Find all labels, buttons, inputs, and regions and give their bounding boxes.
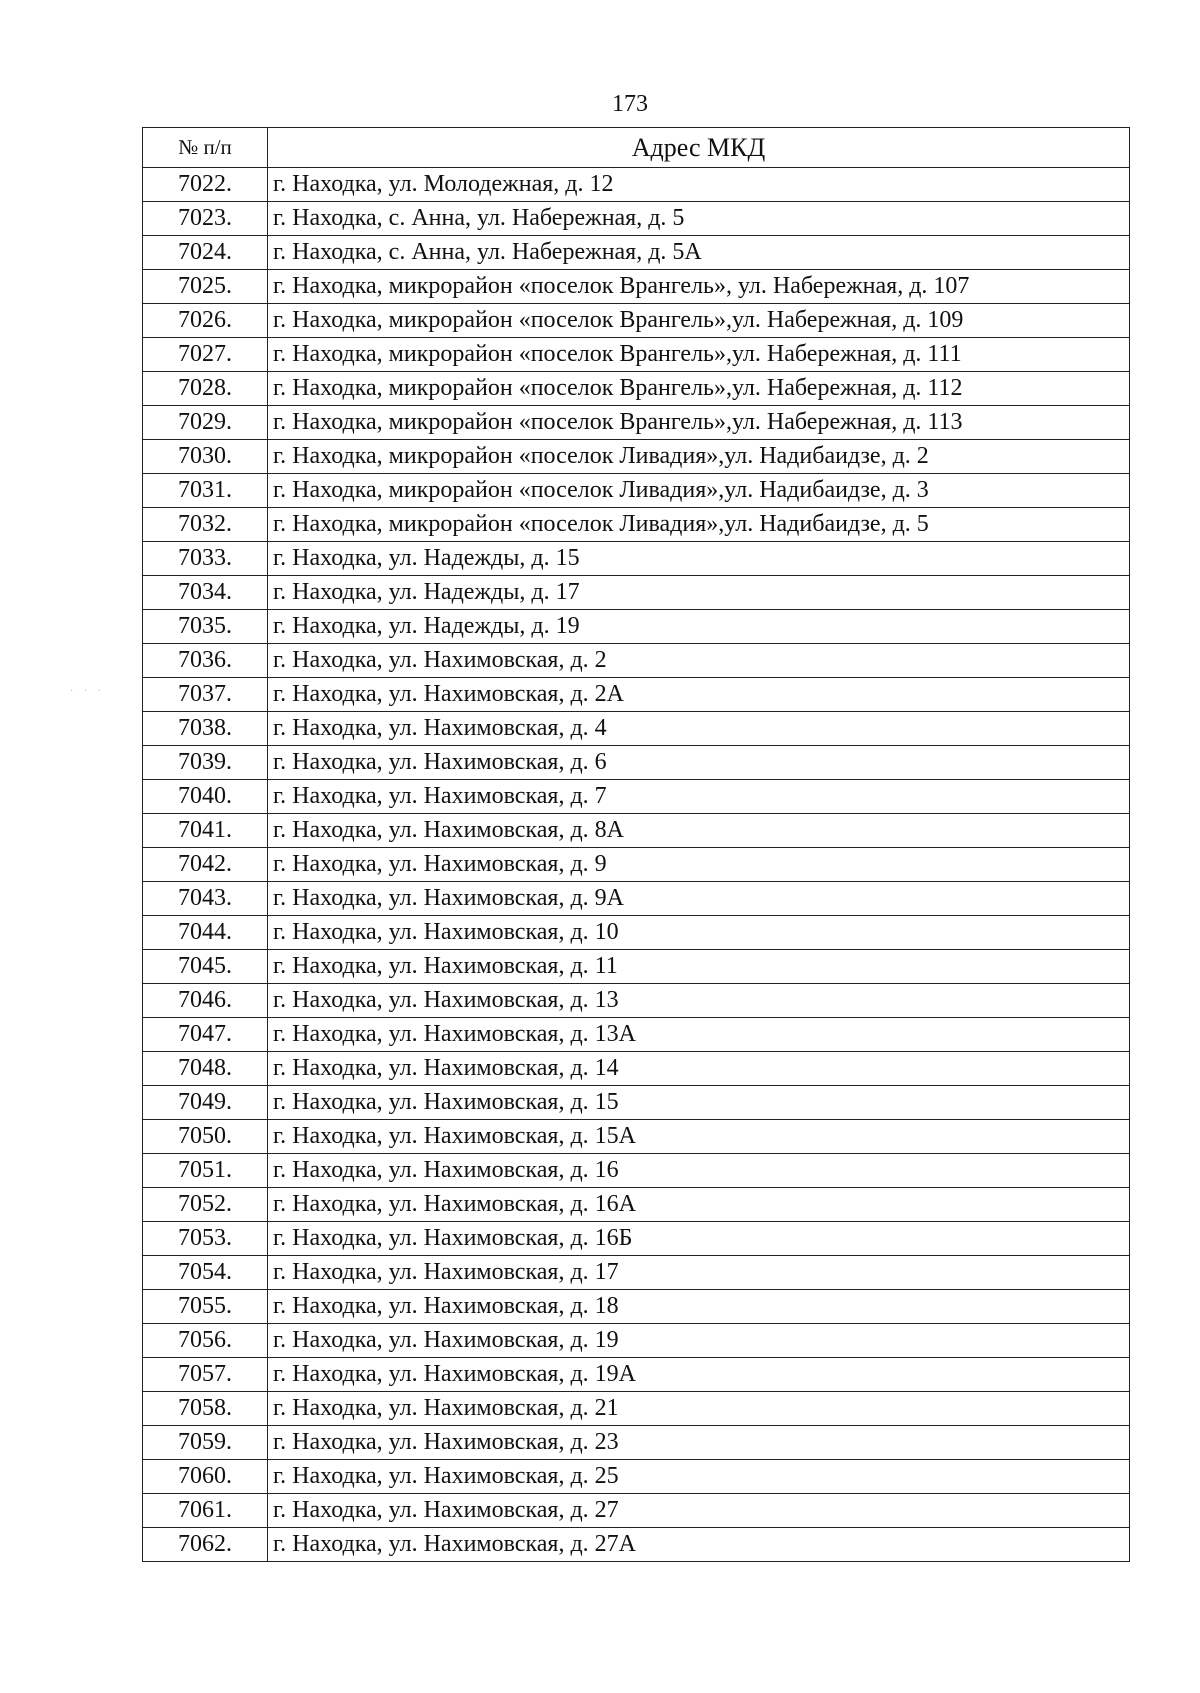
row-number: 7031. (143, 474, 268, 508)
row-number: 7060. (143, 1460, 268, 1494)
row-number: 7057. (143, 1358, 268, 1392)
table-row (143, 1018, 1130, 1052)
table-body (143, 168, 1130, 1562)
row-number: 7030. (143, 440, 268, 474)
row-address: г. Находка, ул. Нахимовская, д. 19 (268, 1324, 1130, 1358)
row-number: 7045. (143, 950, 268, 984)
row-number: 7051. (143, 1154, 268, 1188)
header-number: № п/п (143, 128, 268, 168)
row-number: 7054. (143, 1256, 268, 1290)
row-number: 7029. (143, 406, 268, 440)
row-number: 7041. (143, 814, 268, 848)
table-row (143, 372, 1130, 406)
row-address: г. Находка, ул. Нахимовская, д. 13 (268, 984, 1130, 1018)
row-address: г. Находка, ул. Нахимовская, д. 16 (268, 1154, 1130, 1188)
row-number: 7058. (143, 1392, 268, 1426)
table-row (143, 270, 1130, 304)
row-number: 7035. (143, 610, 268, 644)
header-address: Адрес МКД (268, 128, 1130, 168)
table-row (143, 1052, 1130, 1086)
row-address: г. Находка, ул. Нахимовская, д. 27А (268, 1528, 1130, 1562)
row-number: 7032. (143, 508, 268, 542)
table-row (143, 916, 1130, 950)
table-row (143, 508, 1130, 542)
row-address: г. Находка, ул. Нахимовская, д. 13А (268, 1018, 1130, 1052)
row-address: г. Находка, микрорайон «поселок Врангель»,ул. Набережная, д. 109 (268, 304, 1130, 338)
table-row (143, 168, 1130, 202)
row-number: 7024. (143, 236, 268, 270)
table-row (143, 678, 1130, 712)
table-row (143, 576, 1130, 610)
row-number: 7040. (143, 780, 268, 814)
table-row (143, 1324, 1130, 1358)
row-number: 7042. (143, 848, 268, 882)
table-row (143, 440, 1130, 474)
table-row (143, 882, 1130, 916)
row-address: г. Находка, ул. Нахимовская, д. 19А (268, 1358, 1130, 1392)
row-address: г. Находка, ул. Молодежная, д. 12 (268, 168, 1130, 202)
row-address: г. Находка, ул. Нахимовская, д. 8А (268, 814, 1130, 848)
row-address: г. Находка, микрорайон «поселок Врангель»,ул. Набережная, д. 112 (268, 372, 1130, 406)
table-row (143, 1528, 1130, 1562)
row-number: 7049. (143, 1086, 268, 1120)
row-address: г. Находка, ул. Нахимовская, д. 9 (268, 848, 1130, 882)
row-address: г. Находка, ул. Нахимовская, д. 16Б (268, 1222, 1130, 1256)
row-address: г. Находка, ул. Нахимовская, д. 16А (268, 1188, 1130, 1222)
row-number: 7061. (143, 1494, 268, 1528)
row-address: г. Находка, ул. Нахимовская, д. 2А (268, 678, 1130, 712)
table-row (143, 1086, 1130, 1120)
table-row (143, 814, 1130, 848)
table-row (143, 202, 1130, 236)
table-row (143, 1222, 1130, 1256)
row-address: г. Находка, ул. Нахимовская, д. 4 (268, 712, 1130, 746)
table-row (143, 712, 1130, 746)
row-address: г. Находка, с. Анна, ул. Набережная, д. 5А (268, 236, 1130, 270)
table-row (143, 984, 1130, 1018)
row-number: 7052. (143, 1188, 268, 1222)
row-number: 7046. (143, 984, 268, 1018)
table-row (143, 236, 1130, 270)
table-row (143, 542, 1130, 576)
row-address: г. Находка, ул. Нахимовская, д. 14 (268, 1052, 1130, 1086)
row-number: 7033. (143, 542, 268, 576)
row-number: 7056. (143, 1324, 268, 1358)
row-number: 7055. (143, 1290, 268, 1324)
row-number: 7044. (143, 916, 268, 950)
row-address: г. Находка, микрорайон «поселок Врангель»,ул. Набережная, д. 113 (268, 406, 1130, 440)
row-number: 7038. (143, 712, 268, 746)
row-address: г. Находка, ул. Нахимовская, д. 15 (268, 1086, 1130, 1120)
row-number: 7048. (143, 1052, 268, 1086)
table-row (143, 848, 1130, 882)
table-row (143, 1358, 1130, 1392)
table-row (143, 610, 1130, 644)
row-address: г. Находка, ул. Надежды, д. 15 (268, 542, 1130, 576)
scan-specks: · · · (70, 686, 105, 697)
row-address: г. Находка, ул. Нахимовская, д. 2 (268, 644, 1130, 678)
row-number: 7043. (143, 882, 268, 916)
table-row (143, 1290, 1130, 1324)
row-number: 7039. (143, 746, 268, 780)
table-row (143, 1188, 1130, 1222)
row-address: г. Находка, ул. Нахимовская, д. 17 (268, 1256, 1130, 1290)
row-number: 7026. (143, 304, 268, 338)
row-number: 7037. (143, 678, 268, 712)
row-address: г. Находка, ул. Надежды, д. 17 (268, 576, 1130, 610)
row-address: г. Находка, ул. Надежды, д. 19 (268, 610, 1130, 644)
row-address: г. Находка, микрорайон «поселок Ливадия»,ул. Надибаидзе, д. 2 (268, 440, 1130, 474)
row-number: 7027. (143, 338, 268, 372)
row-address: г. Находка, микрорайон «поселок Врангель», ул. Набережная, д. 107 (268, 270, 1130, 304)
row-number: 7028. (143, 372, 268, 406)
row-number: 7059. (143, 1426, 268, 1460)
page-number: 173 (612, 91, 648, 117)
row-address: г. Находка, с. Анна, ул. Набережная, д. 5 (268, 202, 1130, 236)
row-number: 7036. (143, 644, 268, 678)
table-row (143, 644, 1130, 678)
row-number: 7023. (143, 202, 268, 236)
table-row (143, 474, 1130, 508)
row-address: г. Находка, ул. Нахимовская, д. 9А (268, 882, 1130, 916)
table-row (143, 1494, 1130, 1528)
table-row (143, 1426, 1130, 1460)
table-row (143, 338, 1130, 372)
row-number: 7025. (143, 270, 268, 304)
table-row (143, 1154, 1130, 1188)
row-address: г. Находка, ул. Нахимовская, д. 15А (268, 1120, 1130, 1154)
row-number: 7050. (143, 1120, 268, 1154)
table-row (143, 1120, 1130, 1154)
row-address: г. Находка, ул. Нахимовская, д. 6 (268, 746, 1130, 780)
row-address: г. Находка, ул. Нахимовская, д. 7 (268, 780, 1130, 814)
table-row (143, 780, 1130, 814)
row-address: г. Находка, ул. Нахимовская, д. 18 (268, 1290, 1130, 1324)
table-row (143, 746, 1130, 780)
header-row (143, 128, 1130, 168)
table-row (143, 1392, 1130, 1426)
table-row (143, 406, 1130, 440)
table-row (143, 1256, 1130, 1290)
row-address: г. Находка, ул. Нахимовская, д. 25 (268, 1460, 1130, 1494)
table-row (143, 304, 1130, 338)
row-address: г. Находка, ул. Нахимовская, д. 21 (268, 1392, 1130, 1426)
row-number: 7053. (143, 1222, 268, 1256)
row-number: 7034. (143, 576, 268, 610)
table-row (143, 1460, 1130, 1494)
row-address: г. Находка, ул. Нахимовская, д. 10 (268, 916, 1130, 950)
table-header (143, 128, 1130, 168)
address-table (142, 127, 1130, 1562)
row-address: г. Находка, ул. Нахимовская, д. 11 (268, 950, 1130, 984)
row-address: г. Находка, микрорайон «поселок Ливадия»,ул. Надибаидзе, д. 3 (268, 474, 1130, 508)
row-address: г. Находка, ул. Нахимовская, д. 27 (268, 1494, 1130, 1528)
row-address: г. Находка, ул. Нахимовская, д. 23 (268, 1426, 1130, 1460)
row-number: 7062. (143, 1528, 268, 1562)
table-row (143, 950, 1130, 984)
row-address: г. Находка, микрорайон «поселок Ливадия»,ул. Надибаидзе, д. 5 (268, 508, 1130, 542)
row-address: г. Находка, микрорайон «поселок Врангель»,ул. Набережная, д. 111 (268, 338, 1130, 372)
row-number: 7047. (143, 1018, 268, 1052)
row-number: 7022. (143, 168, 268, 202)
